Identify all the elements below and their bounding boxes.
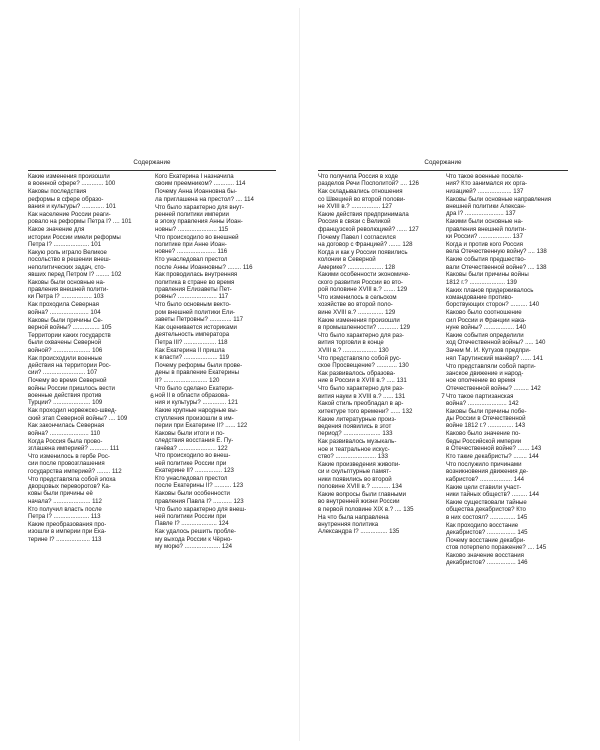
toc-entry <box>28 407 149 422</box>
toc-entry-text: Кто такие декабристы? ........ 144 <box>446 453 539 461</box>
page-number: 7 <box>441 393 445 400</box>
toc-entry <box>155 430 276 452</box>
toc-entry <box>318 514 440 536</box>
toc-entry <box>446 453 568 460</box>
toc-entry <box>28 422 149 437</box>
toc-entry <box>318 249 440 271</box>
toc-entry-text: Когда и против кого Россия вела Отечественную войну? .... 138 <box>446 240 547 256</box>
page-header-title: Содержание <box>133 159 171 166</box>
toc-entry-text: Почему во время Северной войны России пришлось вести военные действия против Турции? ...................... 109 <box>28 377 115 407</box>
toc-entry-text: Какие крупные народные вы- ступления произошли в им- перии при Екатерине II? ...... 122 <box>155 407 248 429</box>
toc-entry <box>28 226 149 248</box>
toc-entry <box>446 552 568 567</box>
toc-entry <box>318 416 440 438</box>
toc-entry-text: Что представляло собой рус- ское Просвещение? ............ 130 <box>318 354 409 369</box>
toc-entry <box>318 332 440 354</box>
toc-entry <box>318 188 440 210</box>
toc-entry <box>155 173 276 188</box>
toc-entry <box>318 294 440 316</box>
toc-entry-text: Как удалось решить пробле- му выхода России к Чёрно- му морю? ..................... 124 <box>155 528 237 550</box>
page-header-title: Содержание <box>424 159 462 166</box>
toc-entry <box>446 218 568 240</box>
toc-entry <box>318 271 440 293</box>
toc-entry-text: Как проходило восстание декабристов? ................. 145 <box>446 521 528 536</box>
toc-entry <box>446 241 568 256</box>
toc-entry <box>318 370 440 385</box>
toc-entry <box>446 499 568 521</box>
toc-entry <box>318 400 440 415</box>
toc-entry-text: Какими особенности экономиче- ского развития России во вто- рой половине XVIII в.? ....... 129 <box>318 271 411 294</box>
toc-entry-text: Что такое партизанская война? ....................... 142 <box>446 392 519 407</box>
toc-entry <box>318 211 440 233</box>
toc-entry <box>155 452 276 474</box>
toc-entry <box>28 332 149 354</box>
toc-entry <box>28 249 149 278</box>
toc-entry-text: Какие произведения живопи- си и скульптурные памят- ники появились во второй половине XVIII в.? ........... 134 <box>318 460 403 490</box>
toc-entry-text: Почему восстание декабри- стов потерпело поражение? .... 145 <box>446 536 547 552</box>
toc-entry-text: Каковы были особенности правления Павла I? ........... 123 <box>155 490 244 505</box>
toc-entry-text: Что изменилось в сельском хозяйстве во второй поло- вине XVIII в.? ............... 129 <box>318 294 397 316</box>
toc-entry <box>446 332 568 347</box>
toc-entry-text: Какие действия предпринимала Россия в связи с Великой французской революцией? ...... 127 <box>318 210 419 233</box>
toc-entry <box>155 362 276 384</box>
toc-entry-text: Каких планов придерживалось командование противо- борствующих сторон? .......... 140 <box>446 286 540 309</box>
toc-entry <box>446 430 568 452</box>
toc-entry <box>446 537 568 552</box>
toc-entry <box>28 476 149 505</box>
toc-entry-text: Что было характерно для раз- вития торговли в конце XVIII в.? .................... 130 <box>318 331 404 354</box>
toc-entry-text: Что было характерно для раз- вития науки в XVIII в.? ...... 131 <box>318 385 406 400</box>
left-page <box>28 159 276 550</box>
toc-entry-text: Как проходил норвежско-швед- ский этап Северной войны? .... 109 <box>28 407 128 422</box>
toc-entry-text: На что была направлена внутренняя политика Александра I? ................ 135 <box>318 513 400 536</box>
toc-entry <box>318 173 440 188</box>
toc-entry <box>446 461 568 483</box>
toc-entry-text: Что было сделано Екатери- ной II в области образова- ния и культуры? .............. 121 <box>155 384 239 407</box>
toc-entry <box>318 438 440 460</box>
toc-entry-text: Кого Екатерина I назначила своим преемником? ............ 114 <box>155 173 246 188</box>
toc-entry-text: Какой стиль преобладал в ар- хитектуре того времени? ...... 132 <box>318 400 413 415</box>
toc-entry <box>155 234 276 256</box>
page-number: 6 <box>150 393 154 400</box>
toc-entry <box>28 301 149 316</box>
toc-entry-text: Какие существовали тайные общества декабристов? Кто в них состоял? ............... 145 <box>446 498 528 521</box>
toc-entry <box>318 491 440 513</box>
toc-entry-text: Что представляли собой парти- занское движение и народ- ное ополчение во время Отечественной войны? ......... 142 <box>446 362 541 392</box>
toc-entry <box>446 309 568 331</box>
toc-entry-text: Зачем М. И. Кутузов предпри- нял Тарутинский манёвр? ...... 141 <box>446 347 543 362</box>
toc-entry-text: Какое значение для истории России имели реформы Петра I? ..................... 101 <box>28 226 121 248</box>
toc-entry-text: Какие литературные произ- ведения появились в этот период? ...................... 133 <box>318 415 397 438</box>
toc-column-2 <box>155 173 276 551</box>
toc-entry-text: Какие события предшество- вали Отечественной войне? .... 138 <box>446 256 547 271</box>
toc-entry <box>155 204 276 233</box>
toc-entry-text: Что послужило причинами возникновения движения де- кабристов? ................... 144 <box>446 460 529 483</box>
toc-entry-text: Кто унаследовал престол после Екатерины II? .......... 123 <box>155 475 244 490</box>
toc-entry-text: Как проводилась внутренняя политика в стране во время правления Елизаветы Пет- ровны? ....................... 117 <box>155 271 238 301</box>
toc-entry-text: Как проходила Северная война? ....................... 104 <box>28 301 101 316</box>
toc-entry-text: Каковы были основные направления внешней политики Алексан- дра I? ....................... 137 <box>446 195 552 218</box>
toc-entry-text: Что такое военные поселе- ния? Кто занимался их орга- низацией? .................... 137 <box>446 173 528 195</box>
toc-entry-text: Каковы были итоги и по- следствия восстания Е. Пу- гачёва? ...................... 122 <box>155 429 234 452</box>
toc-entry-text: Что было характерно для внеш- ней политики России при Павле I? ..................... 124 <box>155 505 247 528</box>
toc-entry <box>155 490 276 505</box>
toc-entry-text: Как закончилась Северная война? ....................... 110 <box>28 422 105 437</box>
book-gutter <box>299 8 300 741</box>
toc-entry <box>155 528 276 550</box>
toc-entry <box>446 347 568 362</box>
toc-entry-text: Когда Россия была прово- зглашена империей? ........... 111 <box>28 437 120 453</box>
toc-entry-text: Какие преобразования про- изошли в империи при Ека- терине I? .................... 113 <box>28 520 107 543</box>
toc-entry <box>446 484 568 499</box>
page-header <box>28 160 276 171</box>
toc-entry-text: Что происходило во внешней политике при Анне Иоан- новне? ....................... 116 <box>155 233 239 256</box>
toc-entry-text: Как развивалось образова- ние в России в XVIII в.? ..... 131 <box>318 369 407 385</box>
toc-entry <box>28 521 149 543</box>
toc-entry <box>155 188 276 203</box>
toc-entry-text: Как население России реаги- ровало на реформы Петра I? .... 101 <box>28 210 132 226</box>
toc-entry-text: Почему Анна Иоанновна бы- ла приглашена на престол? .... 114 <box>155 188 254 203</box>
toc-entry-text: Какими были основные на- правления внешней полити- ки России? ................... 137 <box>446 218 527 240</box>
toc-entry-text: Что получила Россия в ходе разделов Речи Посполитой? .... 126 <box>318 173 419 188</box>
toc-entry <box>155 324 276 346</box>
toc-entry <box>155 407 276 429</box>
toc-entry-text: Как развивалось музыкаль- ное и театральное искус- ство? ........................ 133 <box>318 438 397 461</box>
toc-entry <box>446 287 568 309</box>
toc-entry <box>155 256 276 271</box>
toc-entry <box>28 377 149 406</box>
toc-entry-text: Как складывались отношения со Швецией во второй полови- не XVIII в.? ................. 127 <box>318 188 406 210</box>
toc-entry-text: Каковы последствия реформы в сфере образо- вания и культуры? ............. 101 <box>28 188 116 210</box>
toc-entry <box>155 347 276 362</box>
toc-entry-text: Какие цели ставили участ- ники тайных обществ? ......... 144 <box>446 483 540 498</box>
toc-entry-text: Как оценивается историками деятельность императора Петра III? ................... 118 <box>155 324 237 346</box>
page-header <box>318 160 568 171</box>
toc-column-1 <box>318 173 440 567</box>
toc-column-2 <box>446 173 568 567</box>
toc-entry-text: Каково значение восстания декабристов? ................. 146 <box>446 552 528 567</box>
toc-entry-text: Территории каких государств были охвачены Северной войной? ...................... 106 <box>28 331 111 354</box>
toc-entry <box>28 211 149 226</box>
toc-column-1 <box>28 173 149 551</box>
toc-entry-text: Почему Павел I согласился на договор с Францией? ....... 128 <box>318 233 413 248</box>
right-page <box>318 159 568 567</box>
toc-entry <box>155 301 276 323</box>
toc-entry <box>28 188 149 210</box>
toc-entry <box>28 173 149 188</box>
toc-entry <box>155 271 276 300</box>
toc-entry <box>446 256 568 271</box>
toc-entry <box>318 317 440 332</box>
toc-entry-text: Каковы были причины войны 1812 г.? ..................... 139 <box>446 271 529 286</box>
toc-entry <box>28 506 149 521</box>
toc-entry-text: Какую роль играло Великое посольство в решении внеш- неполитических задач, сто- явших перед Петром I? ........ 102 <box>28 248 122 278</box>
toc-entry-text: Кто получил власть после Петра I? ..................... 113 <box>28 505 102 520</box>
toc-entry-text: Какие изменения произошли в промышленности? ............ 129 <box>318 316 411 332</box>
toc-entry-text: Как Екатерина II пришла к власти? .................... 119 <box>155 346 229 361</box>
toc-entry <box>446 408 568 430</box>
toc-entry-text: Что изменилось в гербе Рос- сии после провозглашения государства империей? ........ 112 <box>28 453 122 475</box>
toc-entry-text: Что происходило во внеш- ней политике России при Екатерине II? ................ 123 <box>155 452 234 475</box>
toc-entry <box>446 522 568 537</box>
toc-columns <box>28 173 276 551</box>
toc-entry-text: Какие изменения произошли в военной сфере? ............. 100 <box>28 173 116 188</box>
toc-entry-text: Каковы были причины Се- верной войны? ................ 105 <box>28 316 112 332</box>
toc-entry <box>318 461 440 490</box>
toc-entry-text: Какие события определили ход Отечественной войны? ..... 140 <box>446 331 546 347</box>
toc-entry <box>28 453 149 475</box>
toc-entry <box>446 173 568 195</box>
toc-entry <box>318 234 440 249</box>
toc-entry <box>28 317 149 332</box>
toc-entry-text: Каково было соотношение сил России и Франции нака- нуне войны? .................. 140 <box>446 309 527 332</box>
toc-entry-text: Каковы были причины побе- ды России в Отечественной войне 1812 г.? ............... 143 <box>446 407 527 430</box>
toc-entry <box>446 196 568 218</box>
toc-entry <box>155 506 276 528</box>
toc-entry-text: Каково было значение по- беды Российской империи в Отечественной войне? ....... 143 <box>446 430 542 453</box>
toc-entry <box>28 438 149 453</box>
toc-entry-text: Что было основным векто- ром внешней политики Ели- заветы Петровны? ............. 117 <box>155 301 244 324</box>
toc-entry <box>28 279 149 301</box>
toc-entry-text: Кто унаследовал престол после Анны Иоанновны? ........ 116 <box>155 256 253 271</box>
toc-entry <box>446 271 568 286</box>
toc-entry-text: Каковы были основные на- правления внешней полити- ки Петра I? .................. 103 <box>28 278 109 301</box>
toc-entry-text: Что было характерно для внут- ренней политики империи в эпоху правления Анны Иоан- новны? ....................... 115 <box>155 203 244 233</box>
toc-entry-text: Какие вопросы были главными во внутренней жизни России в первой половине XIX в.? .... 135 <box>318 490 414 513</box>
toc-entry-text: Когда и как у России появились колонии в Северной Америке? ..................... 128 <box>318 248 408 271</box>
toc-entry <box>446 363 568 392</box>
toc-entry-text: Как происходили военные действия на территории Рос- сии? ......................... 107 <box>28 354 111 377</box>
toc-columns <box>318 173 568 567</box>
toc-entry <box>155 475 276 490</box>
toc-entry <box>318 355 440 370</box>
toc-entry-text: Почему реформы были прове- дены в правление Екатерины II? .......................... 120 <box>155 361 243 384</box>
toc-entry <box>28 355 149 377</box>
toc-entry-text: Что представляла собой эпоха дворцовых переворотов? Ка- ковы были причины её начала? ...................... 112 <box>28 475 116 505</box>
